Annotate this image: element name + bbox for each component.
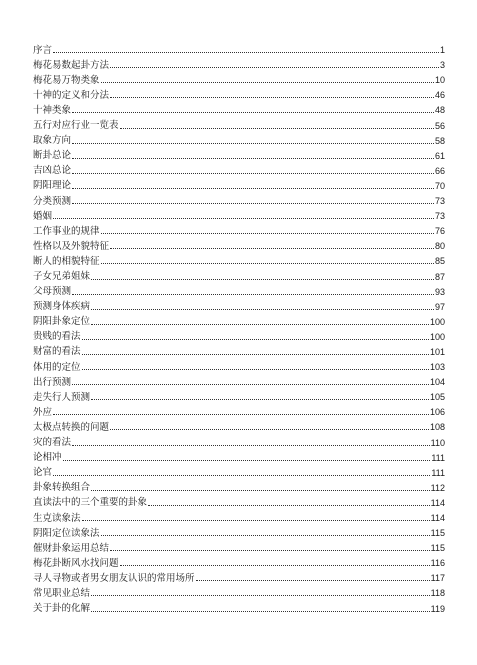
toc-entry-page-number: 73 bbox=[434, 211, 445, 222]
toc-entry[interactable] bbox=[33, 236, 445, 251]
toc-entry-page-number: 46 bbox=[434, 90, 445, 101]
toc-entry[interactable] bbox=[33, 508, 445, 523]
toc-dot-leader bbox=[72, 173, 434, 174]
toc-entry-title: 阴阳定位读象法 bbox=[33, 527, 100, 539]
toc-entry[interactable] bbox=[33, 206, 445, 221]
toc-entry-title: 直读法中的三个重要的卦象 bbox=[33, 497, 148, 509]
toc-dot-leader bbox=[91, 595, 430, 596]
toc-dot-leader bbox=[72, 384, 429, 385]
toc-entry-title: 梅花易数起卦方法 bbox=[33, 59, 110, 71]
toc-dot-leader bbox=[91, 324, 429, 325]
toc-entry-title: 阴阳理论 bbox=[33, 180, 72, 192]
toc-entry[interactable] bbox=[33, 342, 445, 357]
toc-dot-leader bbox=[101, 263, 434, 264]
toc-entry-title: 预测身体疾病 bbox=[33, 301, 91, 313]
toc-entry[interactable] bbox=[33, 131, 445, 146]
toc-dot-leader bbox=[72, 294, 434, 295]
toc-entry-page-number: 48 bbox=[434, 105, 445, 116]
toc-entry-page-number: 87 bbox=[434, 271, 445, 282]
toc-entry-page-number: 111 bbox=[431, 452, 445, 463]
toc-dot-leader bbox=[53, 414, 429, 415]
toc-entry-page-number: 105 bbox=[429, 392, 445, 403]
toc-entry[interactable] bbox=[33, 251, 445, 266]
toc-entry[interactable] bbox=[33, 402, 445, 417]
toc-entry[interactable] bbox=[33, 538, 445, 553]
toc-entry[interactable] bbox=[33, 55, 445, 70]
toc-entry-title: 父母预测 bbox=[33, 286, 72, 298]
toc-entry-title: 十神的定义和分法 bbox=[33, 89, 110, 101]
toc-entry-title: 常见职业总结 bbox=[33, 587, 91, 599]
toc-entry[interactable] bbox=[33, 115, 445, 130]
toc-entry-page-number: 101 bbox=[429, 346, 445, 357]
toc-entry-page-number: 103 bbox=[429, 362, 445, 373]
toc-dot-leader bbox=[82, 339, 429, 340]
toc-entry-page-number: 119 bbox=[430, 603, 445, 614]
toc-entry-page-number: 104 bbox=[429, 377, 445, 388]
toc-entry-title: 婚姻 bbox=[33, 210, 53, 222]
toc-entry-title: 论官 bbox=[33, 467, 53, 479]
toc-entry-title: 子女兄弟姐妹 bbox=[33, 271, 91, 282]
toc-dot-leader bbox=[53, 52, 439, 53]
toc-dot-leader bbox=[72, 445, 430, 446]
toc-entry[interactable] bbox=[33, 191, 445, 206]
toc-entry[interactable] bbox=[33, 70, 445, 85]
toc-entry[interactable] bbox=[33, 553, 445, 568]
toc-entry-page-number: 118 bbox=[430, 588, 445, 599]
toc-dot-leader bbox=[120, 128, 434, 129]
toc-entry-title: 寻人寻物或者男女朋友认识的常用场所 bbox=[33, 572, 195, 584]
toc-entry-page-number: 115 bbox=[430, 528, 445, 539]
toc-dot-leader bbox=[72, 143, 434, 144]
toc-entry-title: 分类预测 bbox=[33, 195, 72, 207]
toc-dot-leader bbox=[101, 82, 434, 83]
toc-entry-page-number: 76 bbox=[434, 226, 445, 237]
toc-entry-title: 关于卦的化解 bbox=[33, 603, 91, 615]
toc-entry-page-number: 10 bbox=[434, 75, 445, 86]
toc-entry[interactable] bbox=[33, 357, 445, 372]
toc-entry[interactable] bbox=[33, 297, 445, 312]
toc-entry[interactable] bbox=[33, 146, 445, 161]
toc-dot-leader bbox=[82, 369, 429, 370]
toc-dot-leader bbox=[196, 580, 430, 581]
toc-entry-page-number: 108 bbox=[429, 422, 445, 433]
toc-entry-page-number: 3 bbox=[439, 60, 445, 71]
toc-dot-leader bbox=[63, 460, 431, 461]
toc-entry-page-number: 116 bbox=[430, 558, 445, 569]
toc-entry-title: 梅花卦断风水找问题 bbox=[33, 557, 119, 569]
toc-entry-title: 阴阳卦象定位 bbox=[33, 316, 91, 328]
toc-entry[interactable] bbox=[33, 221, 445, 236]
toc-entry-title: 体用的定位 bbox=[33, 361, 81, 373]
toc-dot-leader bbox=[91, 309, 434, 310]
toc-entry[interactable] bbox=[33, 100, 445, 115]
toc-dot-leader bbox=[53, 475, 430, 476]
toc-dot-leader bbox=[101, 233, 434, 234]
toc-entry[interactable] bbox=[33, 598, 445, 613]
toc-entry[interactable] bbox=[33, 568, 445, 583]
toc-entry[interactable] bbox=[33, 176, 445, 191]
toc-entry-title: 论相冲 bbox=[33, 452, 62, 464]
toc-dot-leader bbox=[148, 505, 430, 506]
toc-entry[interactable] bbox=[33, 85, 445, 100]
toc-entry-page-number: 97 bbox=[434, 301, 445, 312]
toc-entry[interactable] bbox=[33, 282, 445, 297]
toc-dot-leader bbox=[72, 188, 434, 189]
toc-entry-page-number: 106 bbox=[429, 407, 445, 418]
toc-dot-leader bbox=[91, 279, 434, 280]
toc-entry-title: 断人的相貌特征 bbox=[33, 255, 100, 267]
toc-entry-title: 贵贱的看法 bbox=[33, 331, 81, 343]
toc-entry-page-number: 61 bbox=[434, 150, 445, 161]
toc-entry[interactable] bbox=[33, 493, 445, 508]
toc-dot-leader bbox=[82, 520, 430, 521]
toc-entry[interactable] bbox=[33, 387, 445, 402]
toc-entry[interactable] bbox=[33, 417, 445, 432]
toc-entry-page-number: 73 bbox=[434, 196, 445, 207]
toc-entry-title: 催财卦象运用总结 bbox=[33, 542, 110, 554]
toc-entry-page-number: 114 bbox=[430, 513, 445, 523]
toc-entry-page-number: 100 bbox=[429, 316, 445, 327]
toc-entry-title: 太极点转换的问题 bbox=[33, 421, 110, 433]
toc-entry-title: 生克读象法 bbox=[33, 512, 81, 524]
toc-entry-page-number: 110 bbox=[430, 437, 445, 448]
toc-entry-page-number: 111 bbox=[431, 467, 445, 478]
toc-dot-leader bbox=[110, 248, 434, 249]
toc-entry-title: 工作事业的规律 bbox=[33, 225, 100, 237]
toc-entry[interactable] bbox=[33, 478, 445, 493]
toc-entry-page-number: 1 bbox=[439, 45, 445, 56]
toc-dot-leader bbox=[72, 158, 434, 159]
toc-dot-leader bbox=[91, 611, 430, 612]
toc-dot-leader bbox=[110, 550, 430, 551]
toc-entry-page-number: 115 bbox=[430, 543, 445, 554]
toc-entry-page-number: 117 bbox=[430, 573, 445, 584]
toc-dot-leader bbox=[91, 399, 429, 400]
toc-entry-title: 断卦总论 bbox=[33, 150, 72, 162]
toc-entry-title: 取象方向 bbox=[33, 135, 72, 147]
toc-entry[interactable] bbox=[33, 161, 445, 176]
toc-entry-page-number: 56 bbox=[434, 120, 445, 131]
toc-dot-leader bbox=[82, 354, 429, 355]
toc-entry-page-number: 70 bbox=[434, 180, 445, 191]
toc-dot-leader bbox=[110, 67, 439, 68]
table-of-contents bbox=[33, 40, 445, 614]
toc-entry[interactable] bbox=[33, 523, 445, 538]
toc-entry-page-number: 58 bbox=[434, 135, 445, 146]
toc-entry-title: 序言 bbox=[33, 44, 53, 56]
toc-dot-leader bbox=[91, 490, 430, 491]
toc-entry[interactable] bbox=[33, 432, 445, 447]
toc-entry[interactable] bbox=[33, 312, 445, 327]
toc-entry-page-number: 114 bbox=[430, 497, 445, 508]
toc-entry-title: 外应 bbox=[33, 406, 53, 418]
toc-entry-page-number: 112 bbox=[430, 482, 445, 493]
toc-dot-leader bbox=[110, 429, 429, 430]
toc-entry-page-number: 66 bbox=[434, 165, 445, 176]
toc-entry-title: 出行预测 bbox=[33, 376, 72, 388]
toc-entry[interactable] bbox=[33, 40, 445, 55]
toc-entry-title: 灾的看法 bbox=[33, 437, 72, 449]
toc-entry-page-number: 85 bbox=[434, 256, 445, 267]
toc-entry-title: 梅花易万物类象 bbox=[33, 74, 100, 86]
toc-entry[interactable] bbox=[33, 463, 445, 478]
toc-entry-title: 卦象转换组合 bbox=[33, 482, 91, 494]
toc-dot-leader bbox=[53, 218, 434, 219]
toc-entry-page-number: 100 bbox=[429, 331, 445, 342]
toc-entry[interactable] bbox=[33, 327, 445, 342]
toc-dot-leader bbox=[101, 535, 430, 536]
toc-dot-leader bbox=[72, 112, 434, 113]
toc-entry-title: 吉凶总论 bbox=[33, 165, 72, 177]
toc-entry-title: 财富的看法 bbox=[33, 346, 81, 358]
toc-entry[interactable] bbox=[33, 266, 445, 281]
toc-entry-page-number: 80 bbox=[434, 241, 445, 252]
toc-entry[interactable] bbox=[33, 448, 445, 463]
toc-entry[interactable] bbox=[33, 583, 445, 598]
toc-entry-page-number: 93 bbox=[434, 286, 445, 297]
toc-entry[interactable] bbox=[33, 372, 445, 387]
toc-dot-leader bbox=[110, 97, 434, 98]
toc-dot-leader bbox=[72, 203, 434, 204]
toc-entry-title: 十神类象 bbox=[33, 104, 72, 116]
toc-entry-title: 五行对应行业一览表 bbox=[33, 120, 119, 132]
toc-entry-title: 性格以及外貌特征 bbox=[33, 240, 110, 252]
toc-dot-leader bbox=[120, 565, 430, 566]
toc-entry-title: 走失行人预测 bbox=[33, 391, 91, 403]
